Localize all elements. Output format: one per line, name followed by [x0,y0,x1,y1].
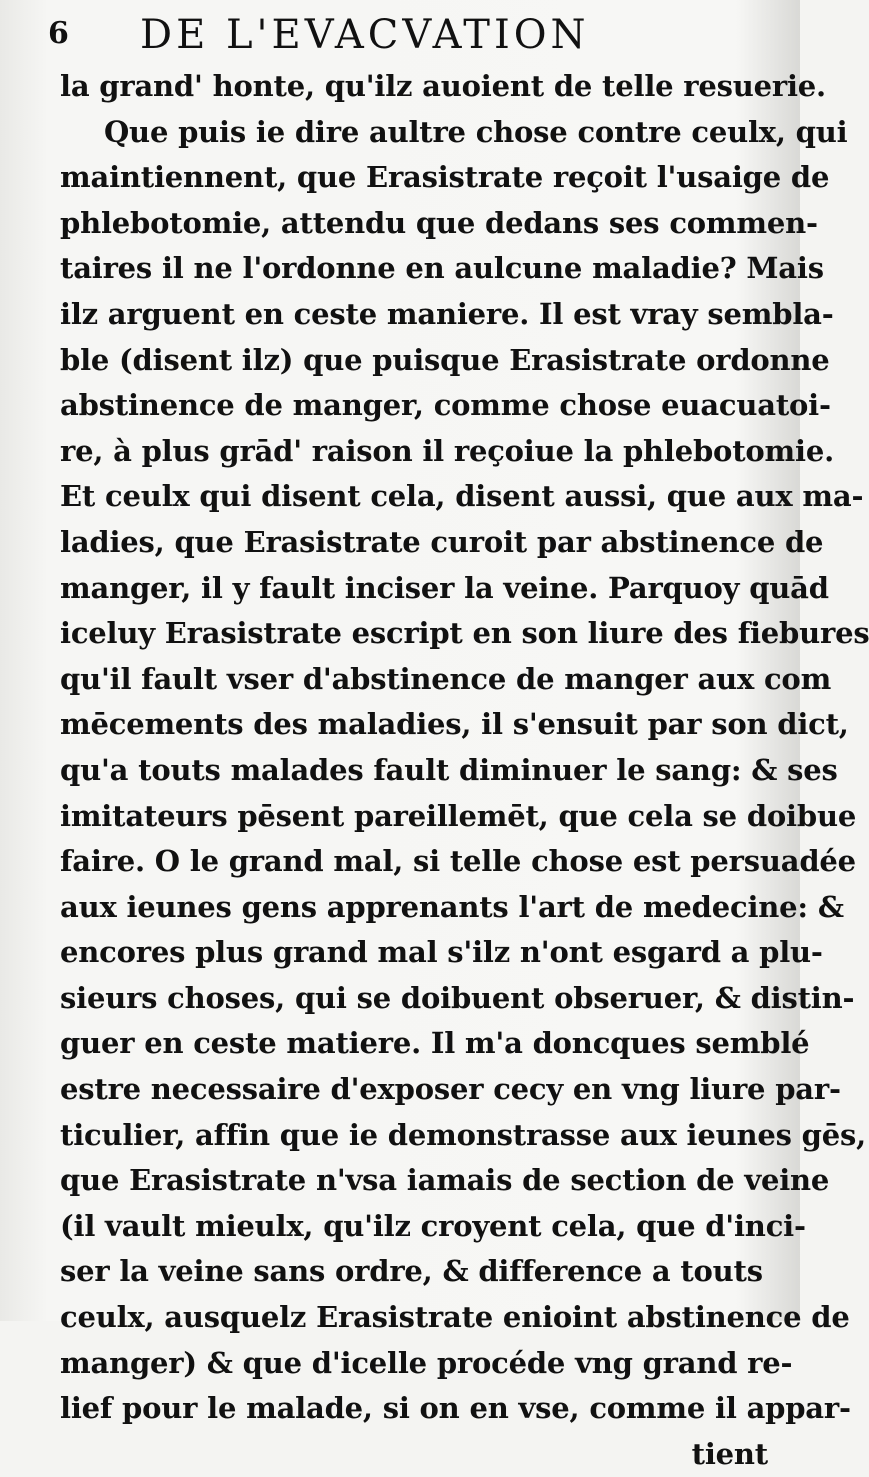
text-line: re, à plus grād' raison il reçoiue la phlebotomie. [60,433,834,468]
body-text [60,64,869,1477]
text-line: iceluy Erasistrate escript en son liure des fiebures [60,616,869,651]
text-line: ilz arguent en ceste maniere. Il est vray sembla- [60,296,834,331]
text-line: la grand' honte, qu'ilz auoient de telle resuerie. [60,69,826,103]
text-line: qu'il fault vser d'abstinence de manger aux com [60,661,832,696]
text-line: sieurs choses, qui se doibuent obseruer, & distin- [60,980,855,1015]
text-line: Que puis ie dire aultre chose contre ceulx, qui [104,114,848,149]
text-line: abstinence de manger, comme chose euacuatoi- [60,388,831,423]
text-line: manger, il y fault inciser la veine. Parquoy quād [60,570,829,605]
text-line: imitateurs pēsent pareillemēt, que cela se doibue [60,798,857,833]
text-line: phlebotomie, attendu que dedans ses commen- [60,205,818,240]
text-line: ser la veine sans ordre, & difference a touts [60,1254,763,1289]
text-line: ceulx, ausquelz Erasistrate enioint abstinence de [60,1300,850,1335]
page-number: 6 [48,16,69,51]
text-line: mēcements des maladies, il s'ensuit par son dict, [60,707,849,742]
text-line: guer en ceste matiere. Il m'a doncques semblé [60,1026,810,1061]
text-line: taires il ne l'ordonne en aulcune maladie? Mais [60,251,824,286]
running-title: DE L'EVACVATION [140,12,590,58]
text-line: lief pour le malade, si on en vse, comme il appar- [60,1391,851,1426]
text-line: maintiennent, que Erasistrate reçoit l'usaige de [60,160,830,195]
text-line: faire. O le grand mal, si telle chose est persuadée [60,844,856,879]
text-line: estre necessaire d'exposer cecy en vng liure par- [60,1072,841,1107]
text-line: manger) & que d'icelle procéde vng grand re- [60,1345,793,1380]
text-line: Et ceulx qui disent cela, disent aussi, que aux ma- [60,479,864,514]
text-line: ladies, que Erasistrate curoit par abstinence de [60,524,824,559]
text-line: ble (disent ilz) que puisque Erasistrate ordonne [60,342,830,377]
text-line: que Erasistrate n'vsa iamais de section de veine [60,1163,830,1198]
text-line: (il vault mieulx, qu'ilz croyent cela, que d'inci- [60,1208,806,1243]
running-head [48,8,768,64]
text-line: encores plus grand mal s'ilz n'ont esgard a plu- [60,935,823,970]
text-line: aux ieunes gens apprenants l'art de medecine: & [60,889,844,924]
text-line: qu'a touts malades fault diminuer le sang: & ses [60,752,838,787]
catchword: tient [691,1436,768,1471]
text-line: ticulier, affin que ie demonstrasse aux ieunes gēs, [60,1117,866,1152]
